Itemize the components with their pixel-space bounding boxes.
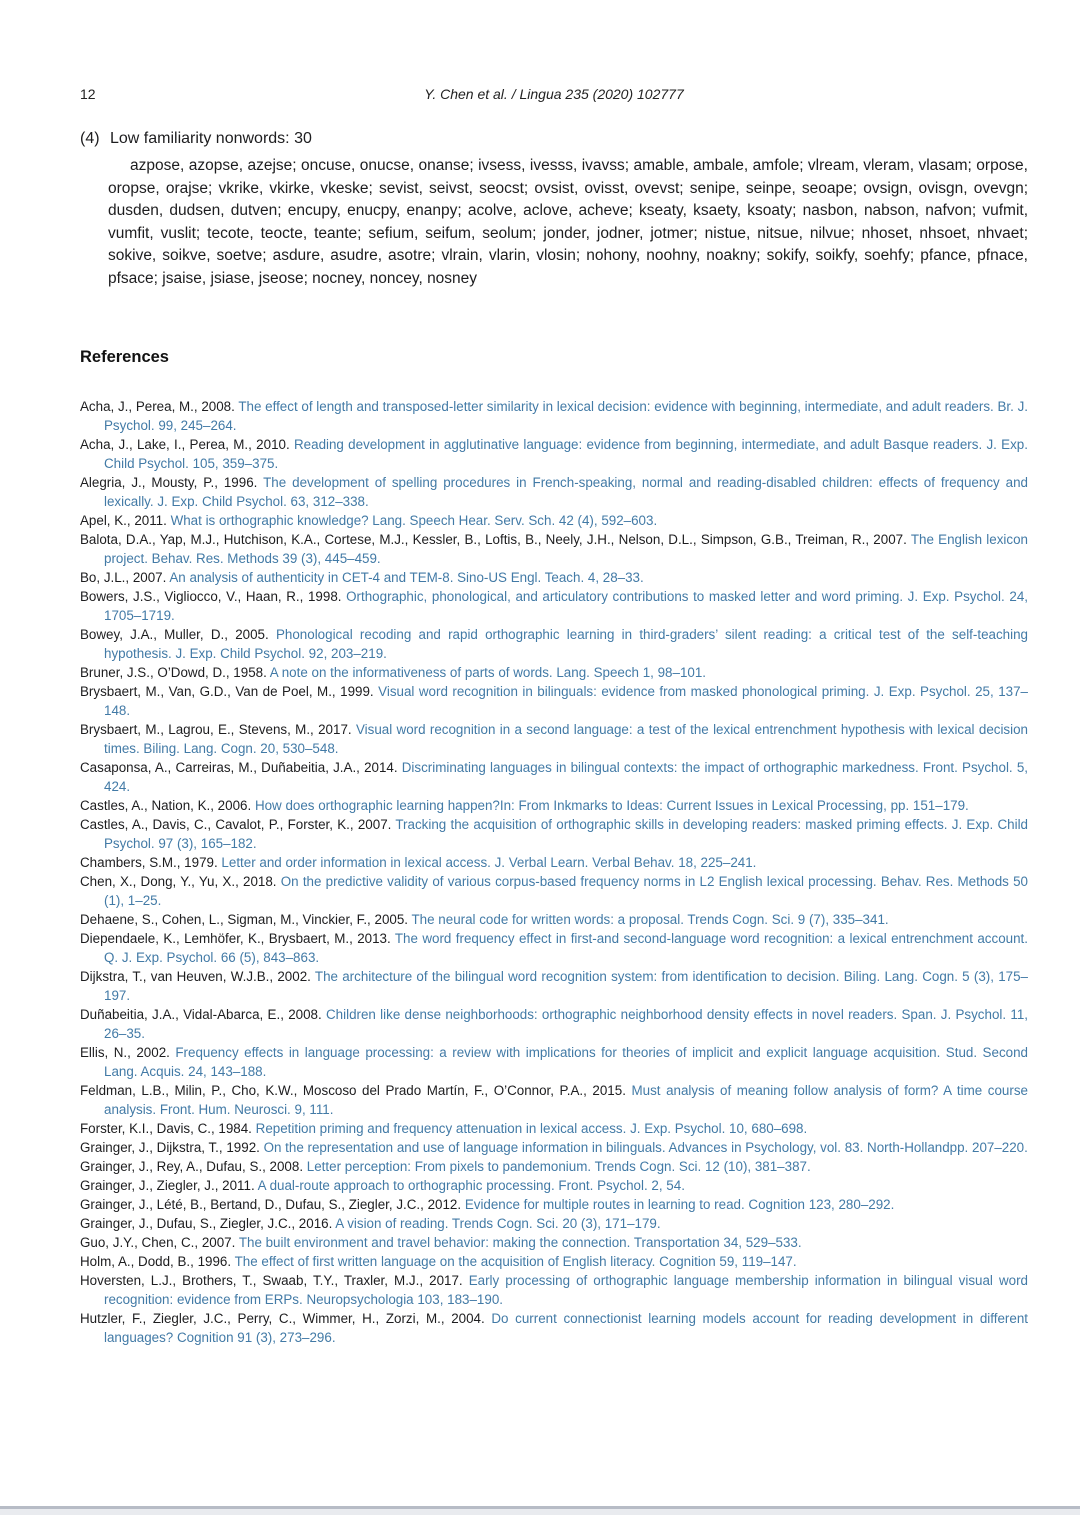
nonwords-section [80,130,1028,291]
reference-authors: Holm, A., Dodd, B., 1996. [80,1253,232,1269]
reference-link[interactable]: A dual-route approach to orthographic processing. Front. Psychol. 2, 54. [257,1177,685,1193]
reference-link[interactable]: The neural code for written words: a proposal. Trends Cogn. Sci. 9 (7), 335–341. [411,911,889,927]
running-head: Y. Chen et al. / Lingua 235 (2020) 102777 [424,86,684,102]
reference-authors: Guo, J.Y., Chen, C., 2007. [80,1234,236,1250]
references-heading: References [80,347,169,366]
reference-authors: Grainger, J., Dijkstra, T., 1992. [80,1139,260,1155]
reference-entry [80,872,1028,910]
reference-entry [80,796,1028,815]
reference-link[interactable]: Orthographic, phonological, and articulatory contributions to masked letter and word priming. J. Exp. Psychol. 24, 1705–1719. [104,588,1028,623]
reference-link[interactable]: Tracking the acquisition of orthographic skills in developing readers: masked priming effects. J. Exp. Child Psychol. 97 (3), 165–182. [104,816,1028,851]
window-bottom-edge [0,1506,1080,1515]
reference-link[interactable]: Visual word recognition in a second language: a test of the lexical entrenchment hypothesis with lexical decision times. Biling. Lang. Cogn. 20, 530–548. [104,721,1028,756]
reference-entry [80,1195,1028,1214]
reference-entry [80,625,1028,663]
nonwords-paragraph: azpose, azopse, azejse; oncuse, onucse, onanse; ivsess, ivesss, ivavss; amable, ambale, amfole; vlream, vleram, vlasam; orpose, oropse, orajse; vkrike, vkirke, vkeske; sevist, seivst, seocst; ovsist, ovisst, ovevst; senipe, seinpe, seoape; ovsign, ovisgn, ovevgn; dusden, dudsen, dutven; encupy, enucpy, enanpy; acolve, aclove, acheve; kseaty, ksaety, ksoaty; nasbon, nabson, nafvon; vufmit, vumfit, vuslit; tecote, teocte, teante; sefium, seifum, seolum; jonder, jodner, jotmer; nistue, nitsue, nilvue; nhoset, nhsoet, nhvaet; sokive, soikve, soetve; asdure, asudre, asotre; vlrain, vlarin, vlosin; nohony, noohny, noakny; sokify, soikfy, soehfy; pfance, pfnace, pfsace; jsaise, jsiase, jseose; nocney, noncey, nosney [108,157,1028,287]
reference-authors: Duñabeitia, J.A., Vidal-Abarca, E., 2008. [80,1006,322,1022]
reference-link[interactable]: Letter perception: From pixels to pandemonium. Trends Cogn. Sci. 12 (10), 381–387. [306,1158,811,1174]
reference-entry [80,397,1028,435]
reference-link[interactable]: An analysis of authenticity in CET-4 and TEM-8. Sino-US Engl. Teach. 4, 28–33. [169,569,644,585]
reference-entry [80,1214,1028,1233]
list-item-heading [80,130,1028,148]
reference-link[interactable]: The architecture of the bilingual word recognition system: from identification to decision. Biling. Lang. Cogn. 5 (3), 175–197. [104,968,1028,1003]
reference-authors: Ellis, N., 2002. [80,1044,170,1060]
reference-entry [80,1119,1028,1138]
reference-entry [80,1176,1028,1195]
reference-authors: Dehaene, S., Cohen, L., Sigman, M., Vinckier, F., 2005. [80,911,409,927]
reference-authors: Apel, K., 2011. [80,512,167,528]
reference-entry [80,815,1028,853]
reference-link[interactable]: The word frequency effect in first-and second-language word recognition: a lexical entrenchment account. Q. J. Exp. Psychol. 66 (5), 843–863. [104,930,1028,965]
reference-entry [80,910,1028,929]
reference-entry [80,511,1028,530]
reference-entry [80,758,1028,796]
reference-entry [80,1252,1028,1271]
reference-link[interactable]: A note on the informativeness of parts of words. Lang. Speech 1, 98–101. [269,664,707,680]
reference-link[interactable]: Children like dense neighborhoods: orthographic neighborhood density effects in novel readers. Span. J. Psychol. 11, 26–35. [104,1006,1028,1041]
reference-authors: Grainger, J., Rey, A., Dufau, S., 2008. [80,1158,304,1174]
reference-entry [80,1138,1028,1157]
reference-link[interactable]: A vision of reading. Trends Cogn. Sci. 20 (3), 171–179. [335,1215,661,1231]
reference-authors: Grainger, J., Dufau, S., Ziegler, J.C., 2016. [80,1215,333,1231]
reference-entry [80,1005,1028,1043]
reference-authors: Hutzler, F., Ziegler, J.C., Perry, C., Wimmer, H., Zorzi, M., 2004. [80,1310,485,1326]
reference-link[interactable]: Early processing of orthographic language membership information in bilingual visual word recognition: evidence from ERPs. Neuropsychologia 103, 183–190. [104,1272,1028,1307]
reference-entry [80,720,1028,758]
reference-authors: Forster, K.I., Davis, C., 1984. [80,1120,252,1136]
reference-authors: Chambers, S.M., 1979. [80,854,218,870]
reference-authors: Acha, J., Perea, M., 2008. [80,398,235,414]
reference-authors: Castles, A., Davis, C., Cavalot, P., Forster, K., 2007. [80,816,392,832]
reference-authors: Acha, J., Lake, I., Perea, M., 2010. [80,436,290,452]
reference-entry [80,530,1028,568]
reference-authors: Bruner, J.S., O’Dowd, D., 1958. [80,664,267,680]
reference-entry [80,1271,1028,1309]
reference-link[interactable]: On the representation and use of language information in bilinguals. Advances in Psychology, vol. 83. North-Hollandpp. 207–220. [263,1139,1028,1155]
reference-link[interactable]: On the predictive validity of various corpus-based frequency norms in L2 English lexical processing. Behav. Res. Methods 50 (1), 1–25. [104,873,1028,908]
reference-link[interactable]: The effect of first written language on the acquisition of English literacy. Cognition 59, 119–147. [234,1253,797,1269]
reference-list [80,397,1028,1347]
reference-link[interactable]: Do current connectionist learning models account for reading development in different languages? Cognition 91 (3), 273–296. [104,1310,1028,1345]
reference-entry [80,568,1028,587]
reference-authors: Castles, A., Nation, K., 2006. [80,797,252,813]
reference-authors: Casaponsa, A., Carreiras, M., Duñabeitia, J.A., 2014. [80,759,398,775]
reference-link[interactable]: Phonological recoding and rapid orthographic learning in third-graders’ silent reading: a critical test of the self-teaching hypothesis. J. Exp. Child Psychol. 92, 203–219. [104,626,1028,661]
reference-entry [80,1309,1028,1347]
reference-entry [80,1081,1028,1119]
reference-authors: Balota, D.A., Yap, M.J., Hutchison, K.A., Cortese, M.J., Kessler, B., Loftis, B., Neely, J.H., Nelson, D.L., Simpson, G.B., Treiman, R., 2007. [80,531,907,547]
reference-authors: Bowers, J.S., Vigliocco, V., Haan, R., 1998. [80,588,342,604]
reference-entry [80,682,1028,720]
list-item-number: (4) [80,130,100,147]
reference-link[interactable]: The effect of length and transposed-letter similarity in lexical decision: evidence with beginning, intermediate, and adult readers. Br. J. Psychol. 99, 245–264. [104,398,1028,433]
reference-authors: Grainger, J., Ziegler, J., 2011. [80,1177,255,1193]
reference-authors: Grainger, J., Lété, B., Bertand, D., Dufau, S., Ziegler, J.C., 2012. [80,1196,462,1212]
reference-link[interactable]: What is orthographic knowledge? Lang. Speech Hear. Serv. Sch. 42 (4), 592–603. [170,512,658,528]
reference-authors: Diependaele, K., Lemhöfer, K., Brysbaert, M., 2013. [80,930,391,946]
reference-link[interactable]: Evidence for multiple routes in learning to read. Cognition 123, 280–292. [464,1196,895,1212]
reference-link[interactable]: Visual word recognition in bilinguals: evidence from masked phonological priming. J. Exp. Psychol. 25, 137–148. [104,683,1029,718]
reference-link[interactable]: The development of spelling procedures in French-speaking, normal and reading-disabled children: effects of frequency and lexically. J. Exp. Child Psychol. 63, 312–338. [104,474,1028,509]
reference-link[interactable]: Reading development in agglutinative language: evidence from beginning, intermediate, and adult Basque readers. J. Exp. Child Psychol. 105, 359–375. [104,436,1028,471]
reference-entry [80,435,1028,473]
reference-entry [80,929,1028,967]
reference-authors: Alegria, J., Mousty, P., 1996. [80,474,258,490]
reference-entry [80,853,1028,872]
reference-authors: Brysbaert, M., Lagrou, E., Stevens, M., 2017. [80,721,352,737]
reference-link[interactable]: The built environment and travel behavior: making the connection. Transportation 34, 529–533. [238,1234,802,1250]
reference-link[interactable]: The English lexicon project. Behav. Res. Methods 39 (3), 445–459. [104,531,1028,566]
reference-link[interactable]: Must analysis of meaning follow analysis of form? A time course analysis. Front. Hum. Neurosci. 9, 111. [104,1082,1028,1117]
page-number: 12 [80,86,96,102]
reference-entry [80,1157,1028,1176]
reference-authors: Chen, X., Dong, Y., Yu, X., 2018. [80,873,277,889]
reference-link[interactable]: Discriminating languages in bilingual contexts: the impact of orthographic markedness. Front. Psychol. 5, 424. [104,759,1028,794]
reference-authors: Brysbaert, M., Van, G.D., Van de Poel, M., 1999. [80,683,374,699]
reference-entry [80,473,1028,511]
reference-authors: Bo, J.L., 2007. [80,569,167,585]
reference-link[interactable]: Repetition priming and frequency attenuation in lexical access. J. Exp. Psychol. 10, 680–698. [255,1120,808,1136]
list-item-title: Low familiarity nonwords: 30 [110,130,312,147]
reference-entry [80,1043,1028,1081]
reference-link[interactable]: How does orthographic learning happen?In: From Inkmarks to Ideas: Current Issues in Lexical Processing, pp. 151–179. [254,797,969,813]
reference-entry [80,587,1028,625]
reference-authors: Hoversten, L.J., Brothers, T., Swaab, T.Y., Traxler, M.J., 2017. [80,1272,463,1288]
reference-entry [80,663,1028,682]
reference-link[interactable]: Letter and order information in lexical access. J. Verbal Learn. Verbal Behav. 18, 225–241. [221,854,757,870]
reference-authors: Bowey, J.A., Muller, D., 2005. [80,626,269,642]
reference-entry [80,1233,1028,1252]
reference-authors: Dijkstra, T., van Heuven, W.J.B., 2002. [80,968,311,984]
reference-entry [80,967,1028,1005]
page-header [80,86,1028,104]
reference-authors: Feldman, L.B., Milin, P., Cho, K.W., Moscoso del Prado Martín, F., O’Connor, P.A., 2015. [80,1082,626,1098]
reference-link[interactable]: Frequency effects in language processing: a review with implications for theories of implicit and explicit language acquisition. Stud. Second Lang. Acquis. 24, 143–188. [104,1044,1028,1079]
